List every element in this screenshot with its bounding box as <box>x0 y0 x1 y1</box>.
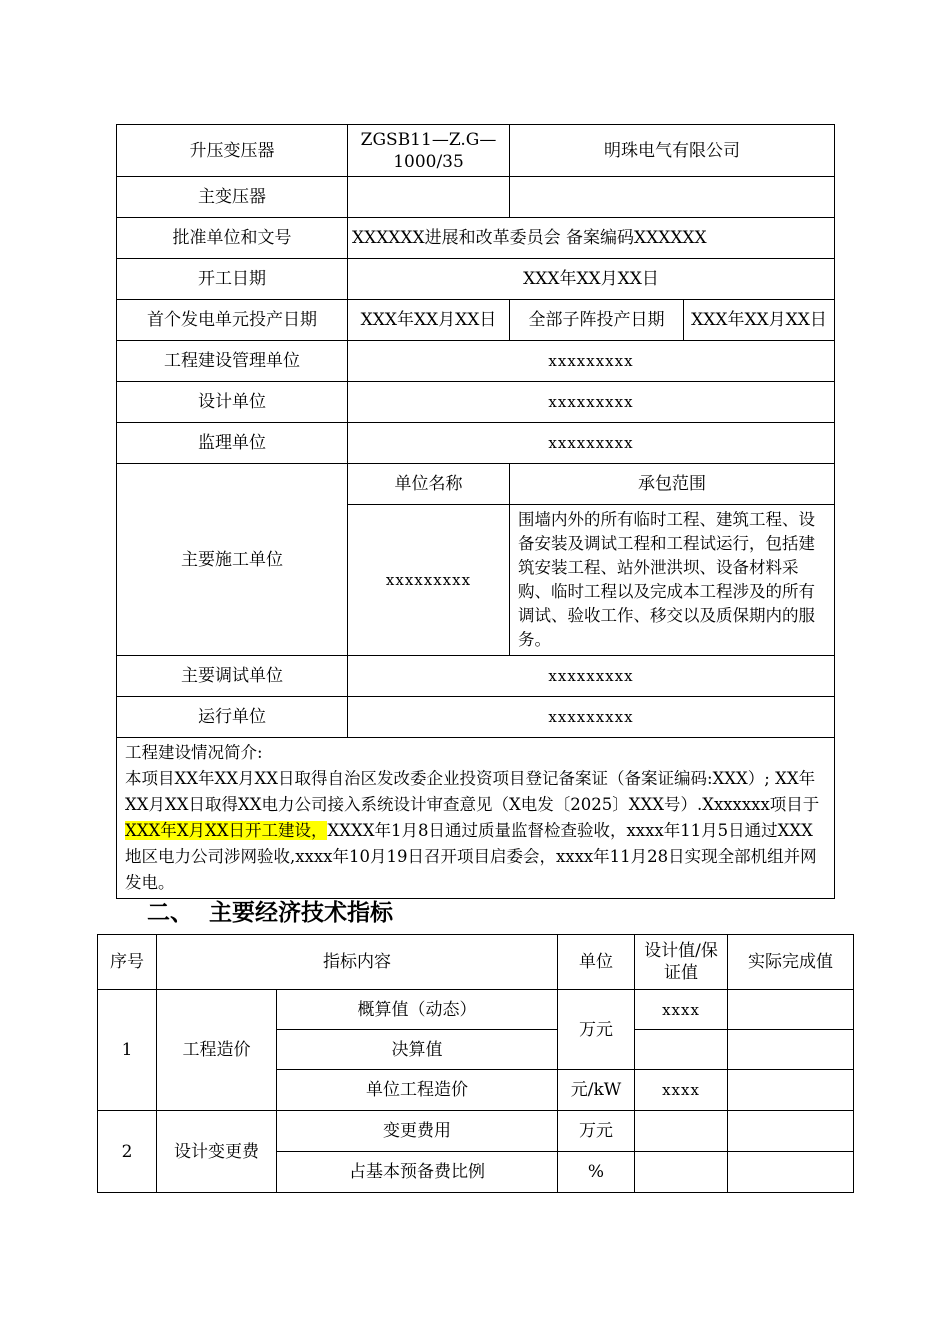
first-unit-date-label: 首个发电单元投产日期 <box>117 300 348 341</box>
row1ab-unit: 万元 <box>558 990 635 1070</box>
row1b-item: 决算值 <box>277 1030 558 1070</box>
row1c-design: xxxx <box>635 1070 728 1111</box>
summary-text-1: 本项目XX年XX月XX日取得自治区发改委企业投资项目登记备案证（备案证编码:XXX）; XX年XX月XX日取得XX电力公司接入系统设计审查意见（X电发〔2025〕XXX号）.Xxxxxxx项目于 <box>125 769 820 814</box>
row2b-item: 占基本预备费比例 <box>277 1152 558 1193</box>
approval-value: XXXXXX进展和改革委员会 备案编码XXXXXX <box>348 218 835 259</box>
management-unit-value: xxxxxxxxx <box>348 341 835 382</box>
step-up-transformer-maker: 明珠电气有限公司 <box>510 125 835 177</box>
design-unit-value: xxxxxxxxx <box>348 382 835 423</box>
unit-name-header: 单位名称 <box>348 464 510 505</box>
start-date-label: 开工日期 <box>117 259 348 300</box>
scope-value: 围墙内外的所有临时工程、建筑工程、设备安装及调试工程和工程试运行，包括建筑安装工程、站外泄洪坝、设备材料采购、临时工程以及完成本工程涉及的所有调试、验收工作、移交以及质保期内的服务。 <box>510 505 835 656</box>
row1c-item: 单位工程造价 <box>277 1070 558 1111</box>
all-arrays-date-value: XXX年XX月XX日 <box>684 300 835 341</box>
economic-indicators-table <box>97 934 854 1193</box>
row1a-actual <box>728 990 854 1030</box>
row2a-actual <box>728 1111 854 1152</box>
summary-highlight: XXX年X月XX日开工建设， <box>125 821 328 840</box>
row2b-design <box>635 1152 728 1193</box>
row1-no: 1 <box>98 990 157 1111</box>
header-no: 序号 <box>98 935 157 990</box>
operation-unit-value: xxxxxxxxx <box>348 697 835 738</box>
management-unit-label: 工程建设管理单位 <box>117 341 348 382</box>
row1c-actual <box>728 1070 854 1111</box>
row2-no: 2 <box>98 1111 157 1193</box>
row1a-item: 概算值（动态） <box>277 990 558 1030</box>
approval-label: 批准单位和文号 <box>117 218 348 259</box>
supervision-unit-value: xxxxxxxxx <box>348 423 835 464</box>
row1-category: 工程造价 <box>157 990 277 1111</box>
step-up-transformer-model <box>348 125 510 177</box>
construction-unit-label: 主要施工单位 <box>117 464 348 656</box>
row1c-unit: 元/kW <box>558 1070 635 1111</box>
commissioning-unit-value: xxxxxxxxx <box>348 656 835 697</box>
row2a-design <box>635 1111 728 1152</box>
scope-header: 承包范围 <box>510 464 835 505</box>
construction-summary <box>117 738 835 899</box>
summary-text-2: XXXX年1月8日通过质量监督检查验收，xxxx年11月5日通过XXX地区电力公司涉网验收,xxxx年10月19日召开项目启委会，xxxx年11月28日实现全部机组并网发电。 <box>125 821 817 892</box>
main-transformer-maker <box>510 177 835 218</box>
row1b-actual <box>728 1030 854 1070</box>
summary-body <box>125 766 826 896</box>
section-heading: 二、 主要经济技术指标 <box>147 900 394 926</box>
main-transformer-label: 主变压器 <box>117 177 348 218</box>
summary-title: 工程建设情况简介: <box>125 743 263 762</box>
construction-unit-value: xxxxxxxxx <box>348 505 510 656</box>
project-info-table <box>116 124 835 899</box>
supervision-unit-label: 监理单位 <box>117 423 348 464</box>
header-actual: 实际完成值 <box>728 935 854 990</box>
main-transformer-model <box>348 177 510 218</box>
header-unit: 单位 <box>558 935 635 990</box>
header-content: 指标内容 <box>157 935 558 990</box>
start-date-value: XXX年XX月XX日 <box>348 259 835 300</box>
first-unit-date-value: XXX年XX月XX日 <box>348 300 510 341</box>
design-unit-label: 设计单位 <box>117 382 348 423</box>
row2b-actual <box>728 1152 854 1193</box>
row2b-unit: % <box>558 1152 635 1193</box>
all-arrays-date-label: 全部子阵投产日期 <box>510 300 684 341</box>
operation-unit-label: 运行单位 <box>117 697 348 738</box>
row1b-design <box>635 1030 728 1070</box>
row2a-unit: 万元 <box>558 1111 635 1152</box>
commissioning-unit-label: 主要调试单位 <box>117 656 348 697</box>
row2-category: 设计变更费 <box>157 1111 277 1193</box>
row2a-item: 变更费用 <box>277 1111 558 1152</box>
row1a-design: xxxx <box>635 990 728 1030</box>
step-up-transformer-label: 升压变压器 <box>117 125 348 177</box>
model-line-1: ZGSB11—Z.G— <box>360 129 497 150</box>
model-line-2: 1000/35 <box>393 151 464 172</box>
header-design: 设计值/保证值 <box>635 935 728 990</box>
